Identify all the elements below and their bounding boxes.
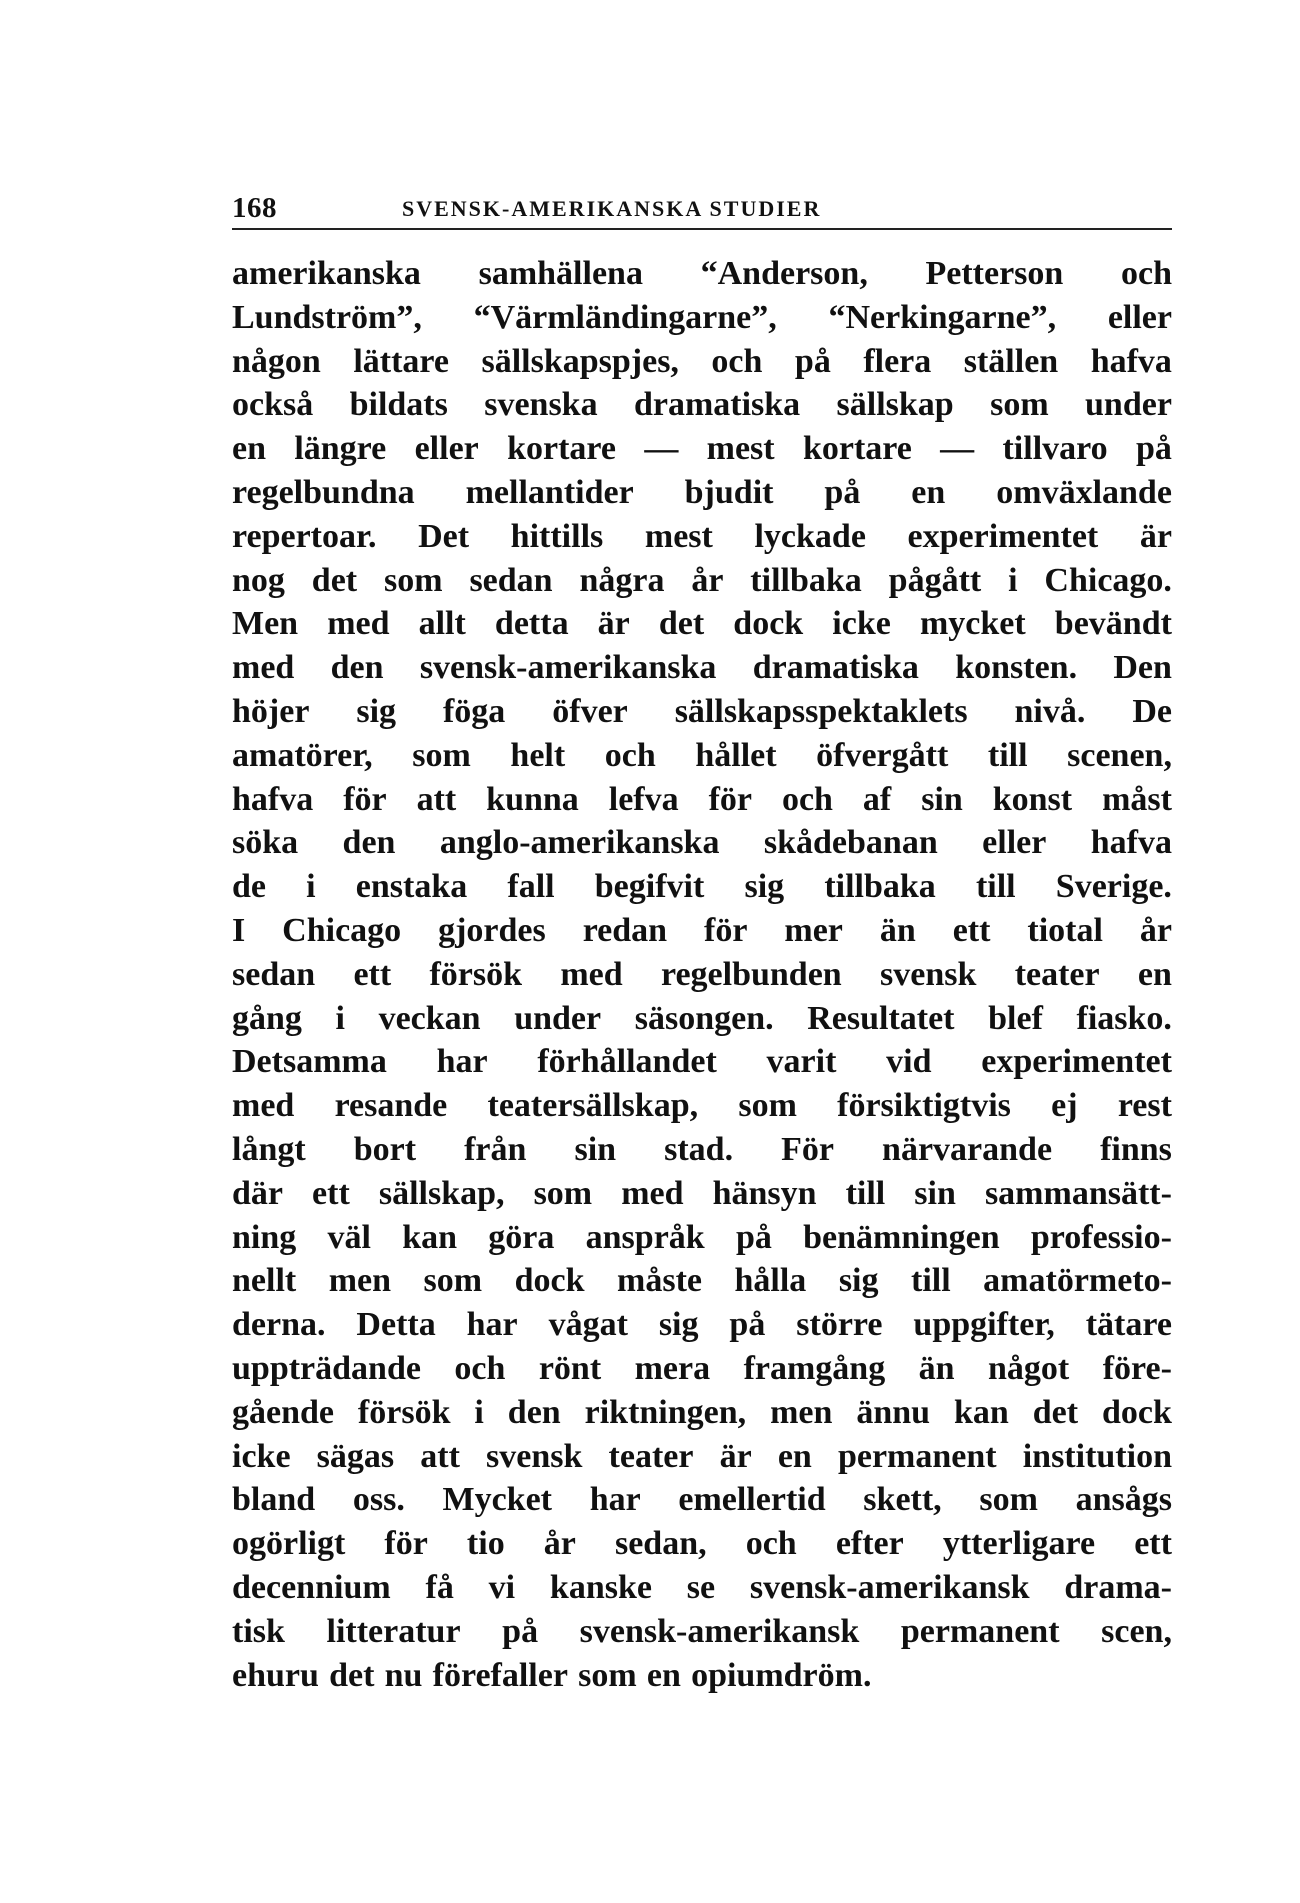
word: är — [597, 605, 630, 643]
word: teater — [608, 1437, 694, 1475]
text-line — [232, 427, 1172, 471]
word: scenen, — [1067, 736, 1172, 774]
word: vi — [488, 1568, 516, 1606]
header-rule — [232, 228, 1172, 230]
word: rönt — [538, 1349, 602, 1387]
word: som — [738, 1087, 797, 1125]
word: Petterson — [925, 255, 1064, 292]
word: till — [987, 736, 1028, 774]
text-line — [232, 296, 1172, 340]
word: amatörer, — [232, 736, 373, 774]
word: konsten. — [955, 649, 1078, 687]
word: emellertid — [678, 1481, 826, 1519]
word: på — [729, 1306, 766, 1344]
text-line — [232, 953, 1172, 997]
word: kunna — [486, 780, 579, 818]
word: scen, — [1101, 1612, 1172, 1650]
word: det — [329, 1656, 375, 1694]
word: sin — [574, 1130, 617, 1168]
word: som — [979, 1481, 1038, 1519]
word: eller — [1107, 298, 1172, 336]
word: kortare — [802, 430, 912, 468]
word: teater — [1014, 955, 1100, 993]
word: tillbaka — [750, 561, 862, 599]
word: decennium — [232, 1568, 391, 1606]
word: i — [335, 999, 345, 1037]
word: öfvergått — [816, 736, 949, 774]
running-head: SVENSK-AMERIKANSKA STUDIER — [402, 196, 822, 221]
word: hafva — [232, 780, 314, 818]
word: mycket — [919, 605, 1026, 643]
word: under — [1085, 386, 1172, 424]
word: fiasko. — [1076, 999, 1172, 1037]
word: bort — [353, 1130, 417, 1168]
word: tisk — [232, 1612, 285, 1650]
word: några — [579, 561, 665, 599]
word: skådebanan — [763, 824, 938, 862]
word: dramatiska — [633, 386, 801, 424]
word: mera — [634, 1349, 711, 1387]
word: nellt — [232, 1262, 297, 1300]
text-line — [232, 997, 1172, 1041]
text-line — [232, 1040, 1172, 1084]
word: men — [328, 1262, 392, 1300]
word: varit — [766, 1043, 837, 1081]
word: långt — [232, 1130, 306, 1168]
text-line — [232, 1347, 1172, 1391]
word: se — [686, 1568, 716, 1606]
word: mer — [784, 911, 843, 949]
word: och — [745, 1525, 797, 1563]
word: dock — [733, 605, 804, 643]
word: allt — [418, 605, 466, 643]
word: För — [781, 1130, 834, 1168]
word: Detsamma — [232, 1043, 387, 1081]
word: ej — [1051, 1087, 1078, 1125]
word: för — [704, 911, 748, 949]
word: bland — [232, 1481, 316, 1519]
word: “Anderson, — [700, 255, 868, 292]
word: och — [711, 342, 763, 380]
word: repertoar. — [232, 517, 377, 555]
word: säsongen. — [634, 999, 774, 1037]
word: detta — [494, 605, 569, 643]
word: bjudit — [684, 473, 774, 511]
word: — — [644, 430, 679, 468]
word: sedan — [469, 561, 553, 599]
word: pågått — [888, 561, 982, 599]
word: stad. — [664, 1130, 734, 1168]
word: förefaller — [432, 1656, 568, 1694]
word: sällskapspjes, — [481, 342, 679, 380]
word: ansågs — [1075, 1481, 1172, 1519]
word: blef — [988, 999, 1043, 1037]
text-line — [232, 1522, 1172, 1566]
word: anspråk — [585, 1218, 705, 1256]
word: är — [719, 1437, 752, 1475]
word: på — [502, 1612, 539, 1650]
word: hänsyn — [712, 1174, 817, 1212]
word: det — [1032, 1393, 1079, 1431]
word: och — [1121, 255, 1172, 292]
word: som — [412, 736, 471, 774]
word: Detta — [356, 1306, 436, 1344]
word: från — [464, 1130, 527, 1168]
word: I — [232, 911, 246, 949]
word: ställen — [963, 342, 1059, 380]
word: derna. — [232, 1306, 326, 1344]
word: oss. — [352, 1481, 405, 1519]
text-line — [232, 340, 1172, 384]
word: som — [578, 1656, 637, 1694]
word: än — [918, 1349, 955, 1387]
word: gående — [232, 1393, 334, 1431]
word: förhållandet — [537, 1043, 717, 1081]
word: söka — [232, 824, 299, 862]
word: till — [845, 1174, 886, 1212]
word: dramatiska — [752, 649, 919, 687]
text-line — [232, 1654, 1172, 1698]
word: helt — [510, 736, 566, 774]
word: “Värmländingarne”, — [473, 298, 777, 336]
word: svenska — [484, 386, 598, 424]
word: eller — [414, 430, 479, 468]
word: hålla — [734, 1262, 807, 1300]
word: bevändt — [1054, 605, 1172, 643]
word: fall — [507, 868, 555, 906]
word: uppgifter, — [913, 1306, 1055, 1344]
word: sig — [658, 1306, 699, 1344]
text-line — [232, 1216, 1172, 1260]
word: mellantider — [465, 473, 634, 511]
word: kanske — [549, 1568, 652, 1606]
word: sällskap — [836, 386, 954, 424]
word: en — [777, 1437, 812, 1475]
word: De — [1132, 692, 1172, 730]
word: tillvaro — [1002, 430, 1108, 468]
word: Chicago — [282, 911, 402, 949]
word: för — [384, 1525, 428, 1563]
word: institution — [1022, 1437, 1172, 1475]
text-line — [232, 559, 1172, 603]
text-line — [232, 602, 1172, 646]
word: föga — [442, 692, 506, 730]
word: som — [990, 386, 1049, 424]
word: och — [604, 736, 656, 774]
page-header — [232, 192, 1172, 224]
word: permanent — [837, 1437, 997, 1475]
text-line — [232, 383, 1172, 427]
text-line — [232, 1478, 1172, 1522]
word: något — [988, 1349, 1070, 1387]
word: ett — [1134, 1525, 1172, 1563]
word: göra — [488, 1218, 555, 1256]
word: en — [646, 1656, 681, 1694]
word: större — [796, 1306, 883, 1344]
word: mest — [706, 430, 775, 468]
word: närvarande — [882, 1130, 1053, 1168]
word: svensk-amerikanska — [419, 649, 717, 687]
word: hittills — [510, 517, 604, 555]
word: Det — [418, 517, 470, 555]
word: i — [474, 1393, 484, 1431]
word: benämningen — [803, 1218, 1000, 1256]
word: sägas — [316, 1437, 395, 1475]
word: svensk-amerikansk — [579, 1612, 860, 1650]
word: måst — [1102, 780, 1172, 818]
word: Chicago. — [1044, 561, 1172, 599]
word: före- — [1102, 1349, 1172, 1387]
word: kortare — [507, 430, 616, 468]
word: ning — [232, 1218, 297, 1256]
text-line — [232, 1610, 1172, 1654]
word: det — [658, 605, 705, 643]
text-line — [232, 252, 1172, 296]
word: till — [975, 868, 1016, 906]
word: hållet — [695, 736, 777, 774]
word: sammansätt- — [984, 1174, 1172, 1212]
word: men — [770, 1393, 833, 1431]
word: i — [1008, 561, 1018, 599]
word: kan — [954, 1393, 1009, 1431]
word: att — [416, 780, 457, 818]
word: Sverige. — [1055, 868, 1172, 906]
word: där — [232, 1174, 283, 1212]
word: och — [454, 1349, 506, 1387]
word: professio- — [1030, 1218, 1172, 1256]
word: år — [691, 561, 724, 599]
word: drama- — [1064, 1568, 1172, 1606]
word: Lundström”, — [232, 298, 422, 336]
word: ytterligare — [942, 1525, 1096, 1563]
word: också — [232, 386, 314, 424]
text-line — [232, 1084, 1172, 1128]
word: omväxlande — [996, 473, 1172, 511]
word: anglo-amerikanska — [439, 824, 720, 862]
word: sig — [744, 868, 785, 906]
word: icke — [832, 605, 891, 643]
word: sällskap, — [378, 1174, 505, 1212]
text-line — [232, 1303, 1172, 1347]
word: med — [621, 1174, 684, 1212]
word: tätare — [1085, 1306, 1172, 1344]
text-line — [232, 471, 1172, 515]
word: sin — [914, 1174, 956, 1212]
word: ännu — [856, 1393, 931, 1431]
word: på — [794, 342, 831, 380]
word: sig — [838, 1262, 879, 1300]
word: ett — [952, 911, 991, 949]
text-line — [232, 821, 1172, 865]
word: till — [911, 1262, 951, 1300]
word: längre — [294, 430, 387, 468]
word: med — [232, 1087, 295, 1125]
word: finns — [1100, 1130, 1172, 1168]
word: ogörligt — [232, 1525, 346, 1563]
word: har — [436, 1043, 488, 1081]
word: höjer — [232, 692, 310, 730]
word: få — [425, 1568, 454, 1606]
word: flera — [863, 342, 932, 380]
word: med — [327, 605, 390, 643]
word: någon — [232, 342, 321, 380]
word: som — [533, 1174, 593, 1212]
word: amerikanska — [232, 255, 421, 292]
word: har — [589, 1481, 641, 1519]
word: permanent — [900, 1612, 1060, 1650]
text-line — [232, 646, 1172, 690]
word: Resultatet — [807, 999, 955, 1037]
word: efter — [835, 1525, 904, 1563]
word: försök — [357, 1393, 451, 1431]
word: mest — [644, 517, 713, 555]
word: amatörmeto- — [983, 1262, 1172, 1300]
word: svensk-amerikansk — [749, 1568, 1030, 1606]
word: enstaka — [355, 868, 468, 906]
word: resande — [334, 1087, 448, 1125]
word: uppträdande — [232, 1349, 421, 1387]
word: veckan — [378, 999, 481, 1037]
word: sällskapsspektaklets — [674, 692, 968, 730]
word: och — [781, 780, 833, 818]
body-text — [232, 252, 1172, 1697]
word: kan — [402, 1218, 458, 1256]
word: lefva — [608, 780, 679, 818]
word: af — [862, 780, 892, 818]
word: teatersällskap, — [487, 1087, 699, 1125]
word: eller — [982, 824, 1047, 862]
word: dock — [514, 1262, 585, 1300]
word: de — [232, 868, 266, 906]
word: vågat — [548, 1306, 628, 1344]
word: regelbundna — [232, 473, 415, 511]
word: sedan, — [614, 1525, 707, 1563]
word: år — [543, 1525, 576, 1563]
text-line — [232, 690, 1172, 734]
text-line — [232, 1259, 1172, 1303]
text-line — [232, 909, 1172, 953]
word: med — [232, 649, 295, 687]
word: försök — [429, 955, 523, 993]
word: svensk — [880, 955, 977, 993]
word: sin — [921, 780, 963, 818]
word: är — [1139, 517, 1172, 555]
word: nivå. — [1014, 692, 1086, 730]
word: den — [330, 649, 384, 687]
text-line — [232, 1128, 1172, 1172]
word: ett — [353, 955, 392, 993]
word: med — [560, 955, 623, 993]
word: måste — [617, 1262, 702, 1300]
word: svensk — [486, 1437, 583, 1475]
word: litteratur — [326, 1612, 461, 1650]
word: försiktigtvis — [837, 1087, 1011, 1125]
word: sig — [356, 692, 397, 730]
word: samhällena — [478, 255, 643, 292]
word: gång — [232, 999, 302, 1037]
word: sedan — [232, 955, 316, 993]
word: öfver — [552, 692, 628, 730]
word: en — [1137, 955, 1172, 993]
text-line — [232, 515, 1172, 559]
word: väl — [327, 1218, 371, 1256]
word: på — [824, 473, 861, 511]
word: Men — [232, 605, 299, 643]
word: bildats — [349, 386, 448, 424]
text-line — [232, 734, 1172, 778]
word: lättare — [353, 342, 449, 380]
word: en — [232, 430, 266, 468]
word: tillbaka — [824, 868, 936, 906]
word: lyckade — [754, 517, 866, 555]
word: den — [507, 1393, 561, 1431]
text-line — [232, 778, 1172, 822]
text-line — [232, 865, 1172, 909]
word: som — [423, 1262, 483, 1300]
word: hafva — [1090, 824, 1172, 862]
word: den — [342, 824, 396, 862]
word: begifvit — [594, 868, 705, 906]
word: hafva — [1090, 342, 1172, 380]
word: riktningen, — [584, 1393, 747, 1431]
word: som — [384, 561, 443, 599]
word: regelbunden — [660, 955, 842, 993]
word: det — [311, 561, 358, 599]
word: år — [1139, 911, 1172, 949]
word: för — [343, 780, 387, 818]
word: på — [735, 1218, 772, 1256]
word: har — [466, 1306, 518, 1344]
word: konst — [992, 780, 1073, 818]
word: under — [514, 999, 602, 1037]
word: framgång — [743, 1349, 886, 1387]
text-line — [232, 1435, 1172, 1479]
text-line — [232, 1172, 1172, 1216]
word: på — [1135, 430, 1172, 468]
word: skett, — [863, 1481, 942, 1519]
word: att — [420, 1437, 460, 1475]
word: nog — [232, 561, 285, 599]
word: för — [708, 780, 752, 818]
word: redan — [582, 911, 668, 949]
word: Den — [1113, 649, 1172, 687]
word: tio — [466, 1525, 505, 1563]
word: opiumdröm. — [691, 1656, 872, 1694]
word: Mycket — [442, 1481, 553, 1519]
word: nu — [384, 1656, 423, 1694]
word: i — [306, 868, 316, 906]
word: rest — [1117, 1087, 1172, 1125]
word: än — [879, 911, 916, 949]
word: gjordes — [438, 911, 546, 949]
page-number: 168 — [232, 192, 277, 224]
text-line — [232, 1566, 1172, 1610]
word: dock — [1102, 1393, 1172, 1431]
word: “Nerkingarne”, — [828, 298, 1057, 336]
word: — — [940, 430, 975, 468]
word: ehuru — [232, 1656, 319, 1694]
text-line — [232, 1391, 1172, 1435]
word: en — [911, 473, 946, 511]
word: vid — [886, 1043, 932, 1081]
word: tiotal — [1027, 911, 1103, 949]
word: experimentet — [907, 517, 1099, 555]
word: experimentet — [981, 1043, 1172, 1081]
word: ett — [312, 1174, 350, 1212]
word: icke — [232, 1437, 291, 1475]
